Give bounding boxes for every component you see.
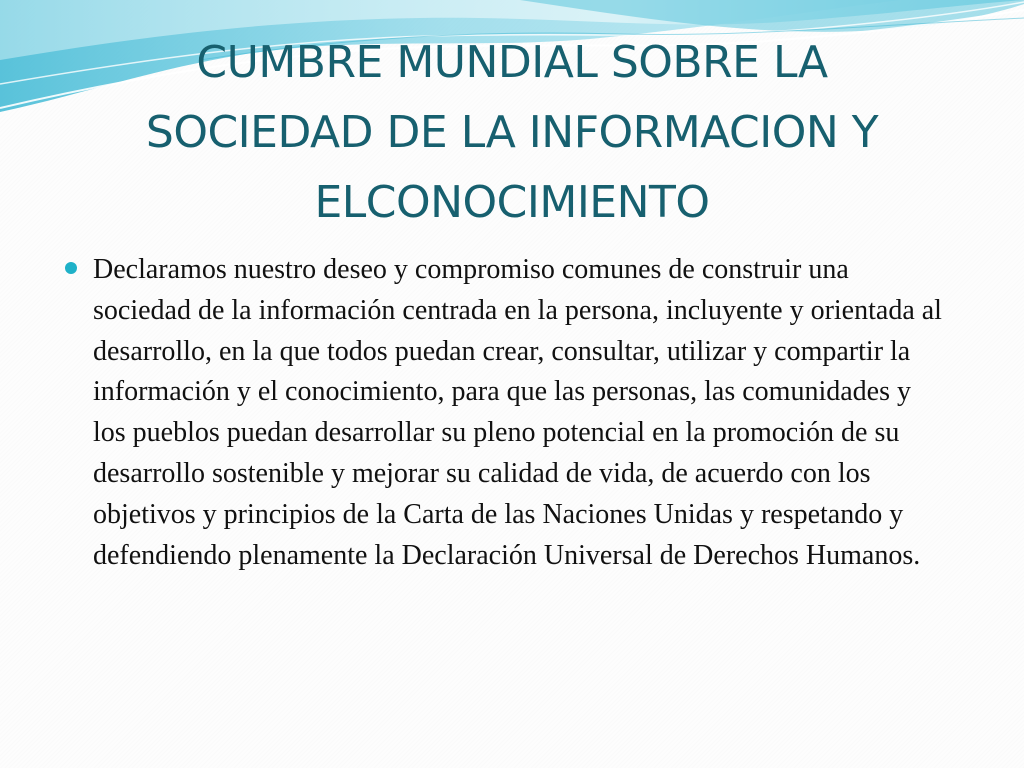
bullet-dot-icon <box>65 262 77 274</box>
bullet-list <box>60 250 950 576</box>
title-line: SOCIEDAD DE LA INFORMACION Y <box>145 107 879 158</box>
slide-title <box>40 28 984 238</box>
bullet-text: Declaramos nuestro deseo y compromiso comunes de construir una sociedad de la información centrada en la persona, incluyente y orientada al desarrollo, en la que todos puedan crear, consultar, utilizar y compartir la información y el conocimiento, para que las personas, las comunidades y los pueblos puedan desarrollar su pleno potencial en la promoción de su desarrollo sostenible y mejorar su calidad de vida, de acuerdo con los objetivos y principios de la Carta de las Naciones Unidas y respetando y defendiendo plenamente la Declaración Universal de Derechos Humanos. <box>93 254 942 571</box>
title-line: CUMBRE MUNDIAL SOBRE LA <box>196 37 828 88</box>
bullet-item <box>60 250 950 576</box>
title-line: ELCONOCIMIENTO <box>314 177 710 228</box>
